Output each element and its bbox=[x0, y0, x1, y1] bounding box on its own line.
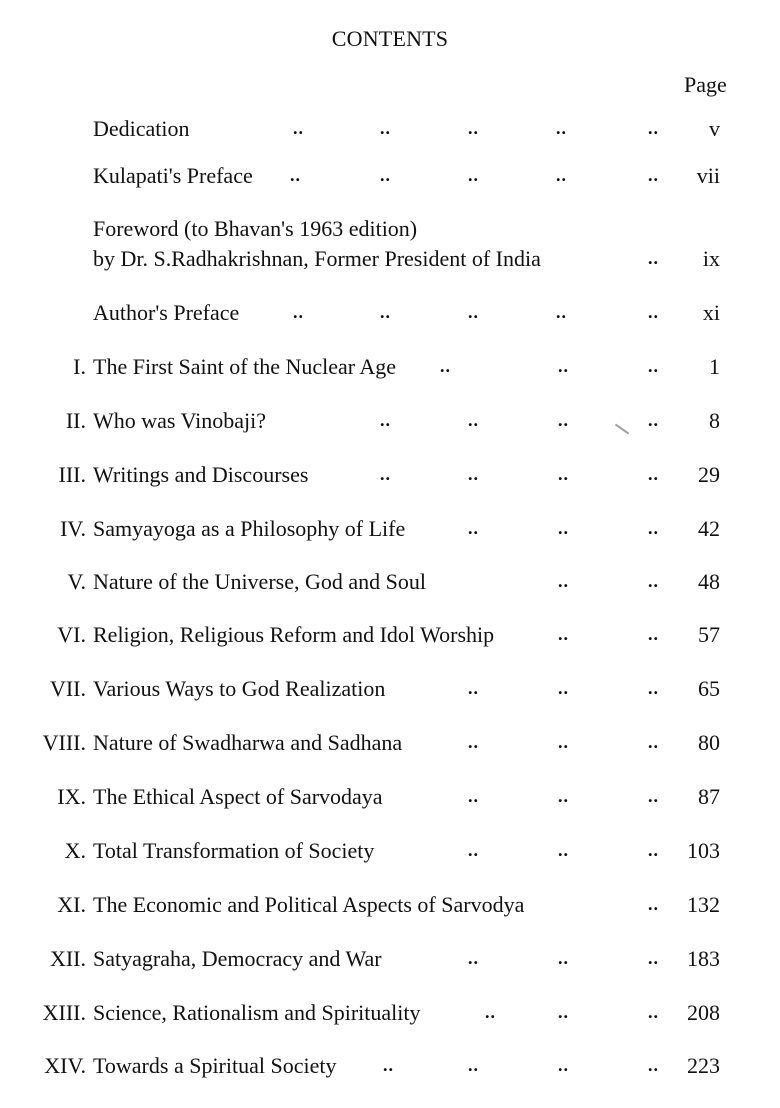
entry-title: The First Saint of the Nuclear Age bbox=[93, 354, 397, 379]
toc-chapter-entry[interactable] bbox=[0, 516, 780, 546]
dot-leader: .. bbox=[556, 302, 567, 322]
toc-chapter-entry[interactable] bbox=[0, 892, 780, 922]
page-number: vii bbox=[696, 163, 720, 188]
dot-leader: .. bbox=[648, 464, 659, 484]
toc-chapter-entry[interactable] bbox=[0, 676, 780, 706]
dot-leader: .. bbox=[380, 302, 391, 322]
toc-front-matter-entry[interactable] bbox=[0, 116, 780, 146]
chapter-number: XIV. bbox=[44, 1053, 86, 1078]
page-number: v bbox=[709, 116, 720, 141]
page-number: 29 bbox=[698, 462, 720, 487]
dot-leader: .. bbox=[293, 302, 304, 322]
dot-leader: .. bbox=[558, 624, 569, 644]
dot-leader: .. bbox=[648, 894, 659, 914]
chapter-number: IX. bbox=[57, 784, 86, 809]
toc-chapter-entry[interactable] bbox=[0, 408, 780, 438]
chapter-number: XIII. bbox=[42, 1000, 86, 1025]
toc-chapter-entry[interactable] bbox=[0, 784, 780, 814]
page-number: 57 bbox=[698, 622, 720, 647]
dot-leader: .. bbox=[648, 732, 659, 752]
toc-chapter-entry[interactable] bbox=[0, 569, 780, 599]
dot-leader: .. bbox=[648, 248, 659, 268]
dot-leader: .. bbox=[380, 410, 391, 430]
entry-title: Religion, Religious Reform and Idol Worship bbox=[93, 622, 495, 647]
entry-title: Foreword (to Bhavan's 1963 edition) bbox=[93, 216, 418, 241]
page-number: 1 bbox=[709, 354, 720, 379]
dot-leader: .. bbox=[558, 786, 569, 806]
entry-title: Science, Rationalism and Spirituality bbox=[93, 1000, 421, 1025]
dot-leader: .. bbox=[558, 948, 569, 968]
dot-leader: .. bbox=[468, 518, 479, 538]
chapter-number: II. bbox=[65, 408, 86, 433]
dot-leader: .. bbox=[468, 1055, 479, 1075]
page-column-header: Page bbox=[684, 72, 727, 97]
chapter-number: III. bbox=[58, 462, 86, 487]
dot-leader: .. bbox=[648, 678, 659, 698]
toc-chapter-entry[interactable] bbox=[0, 946, 780, 976]
page-title: CONTENTS bbox=[331, 26, 449, 51]
dot-leader: .. bbox=[380, 464, 391, 484]
dot-leader: .. bbox=[648, 410, 659, 430]
dot-leader: .. bbox=[648, 786, 659, 806]
entry-title: Satyagraha, Democracy and War bbox=[93, 946, 382, 971]
dot-leader: .. bbox=[648, 1002, 659, 1022]
chapter-number: XII. bbox=[49, 946, 86, 971]
chapter-number: X. bbox=[64, 838, 86, 863]
chapter-number: VI. bbox=[57, 622, 86, 647]
dot-leader: .. bbox=[648, 302, 659, 322]
dot-leader: .. bbox=[556, 165, 567, 185]
dot-leader: .. bbox=[468, 302, 479, 322]
page-number: 42 bbox=[698, 516, 720, 541]
chapter-number: I. bbox=[73, 354, 86, 379]
dot-leader: .. bbox=[648, 356, 659, 376]
page-number: 87 bbox=[698, 784, 720, 809]
dot-leader: .. bbox=[485, 1002, 496, 1022]
dot-leader: .. bbox=[558, 1055, 569, 1075]
entry-title: Kulapati's Preface bbox=[93, 163, 253, 188]
chapter-number: IV. bbox=[60, 516, 86, 541]
toc-front-matter-entry[interactable] bbox=[0, 300, 780, 330]
chapter-number: XI. bbox=[57, 892, 86, 917]
page-number: xi bbox=[702, 300, 720, 325]
chapter-number: VII. bbox=[49, 676, 86, 701]
page-number: 65 bbox=[698, 676, 720, 701]
page-number: 183 bbox=[687, 946, 720, 971]
page-number: 48 bbox=[698, 569, 720, 594]
dot-leader: .. bbox=[380, 165, 391, 185]
page-number: 103 bbox=[687, 838, 720, 863]
dot-leader: .. bbox=[648, 624, 659, 644]
entry-title: Author's Preface bbox=[93, 300, 240, 325]
entry-title: The Ethical Aspect of Sarvodaya bbox=[93, 784, 383, 809]
dot-leader: .. bbox=[556, 118, 567, 138]
page-number: 8 bbox=[709, 408, 720, 433]
toc-front-matter-entry[interactable] bbox=[0, 163, 780, 193]
dot-leader: .. bbox=[468, 410, 479, 430]
chapter-number: VIII. bbox=[42, 730, 86, 755]
dot-leader: .. bbox=[558, 464, 569, 484]
dot-leader: .. bbox=[558, 1002, 569, 1022]
dot-leader: .. bbox=[440, 356, 451, 376]
entry-title: The Economic and Political Aspects of Sarvodya bbox=[93, 892, 525, 917]
dot-leader: .. bbox=[648, 1055, 659, 1075]
dot-leader: .. bbox=[558, 732, 569, 752]
dot-leader: .. bbox=[468, 165, 479, 185]
entry-title: Samyayoga as a Philosophy of Life bbox=[93, 516, 406, 541]
dot-leader: .. bbox=[468, 948, 479, 968]
entry-title-line-2: by Dr. S.Radhakrishnan, Former President of India bbox=[93, 246, 541, 271]
toc-chapter-entry[interactable] bbox=[0, 730, 780, 760]
dot-leader: .. bbox=[383, 1055, 394, 1075]
entry-title: Nature of Swadharwa and Sadhana bbox=[93, 730, 403, 755]
toc-front-matter-entry[interactable] bbox=[0, 216, 780, 271]
dot-leader: .. bbox=[648, 571, 659, 591]
entry-title: Nature of the Universe, God and Soul bbox=[93, 569, 426, 594]
entry-title: Total Transformation of Society bbox=[93, 838, 375, 863]
dot-leader: .. bbox=[558, 571, 569, 591]
page-number: 132 bbox=[687, 892, 720, 917]
toc-chapter-entry[interactable] bbox=[0, 1000, 780, 1030]
dot-leader: .. bbox=[468, 732, 479, 752]
dot-leader: .. bbox=[648, 518, 659, 538]
dot-leader: .. bbox=[558, 678, 569, 698]
toc-chapter-entry[interactable] bbox=[0, 1053, 780, 1083]
dot-leader: .. bbox=[648, 948, 659, 968]
dot-leader: .. bbox=[468, 840, 479, 860]
dot-leader: .. bbox=[468, 118, 479, 138]
dot-leader: .. bbox=[468, 464, 479, 484]
page-number: 208 bbox=[687, 1000, 720, 1025]
dot-leader: .. bbox=[558, 356, 569, 376]
dot-leader: .. bbox=[468, 786, 479, 806]
dot-leader: .. bbox=[558, 518, 569, 538]
toc-chapter-entry[interactable] bbox=[0, 354, 780, 384]
toc-chapter-entry[interactable] bbox=[0, 838, 780, 868]
dot-leader: .. bbox=[558, 410, 569, 430]
chapter-number: V. bbox=[67, 569, 86, 594]
entry-title: Who was Vinobaji? bbox=[93, 408, 267, 433]
dot-leader: .. bbox=[648, 118, 659, 138]
page-number: 80 bbox=[698, 730, 720, 755]
toc-chapter-entry[interactable] bbox=[0, 622, 780, 652]
dot-leader: .. bbox=[648, 165, 659, 185]
page-number: 223 bbox=[687, 1053, 720, 1078]
dot-leader: .. bbox=[380, 118, 391, 138]
dot-leader: .. bbox=[293, 118, 304, 138]
dot-leader: .. bbox=[290, 165, 301, 185]
entry-title: Towards a Spiritual Society bbox=[93, 1053, 337, 1078]
dot-leader: .. bbox=[648, 840, 659, 860]
toc-chapter-entry[interactable] bbox=[0, 462, 780, 492]
dot-leader: .. bbox=[468, 678, 479, 698]
entry-title: Various Ways to God Realization bbox=[93, 676, 386, 701]
entry-title: Writings and Discourses bbox=[93, 462, 309, 487]
page-number: ix bbox=[702, 246, 720, 271]
entry-title: Dedication bbox=[93, 116, 190, 141]
dot-leader: .. bbox=[558, 840, 569, 860]
